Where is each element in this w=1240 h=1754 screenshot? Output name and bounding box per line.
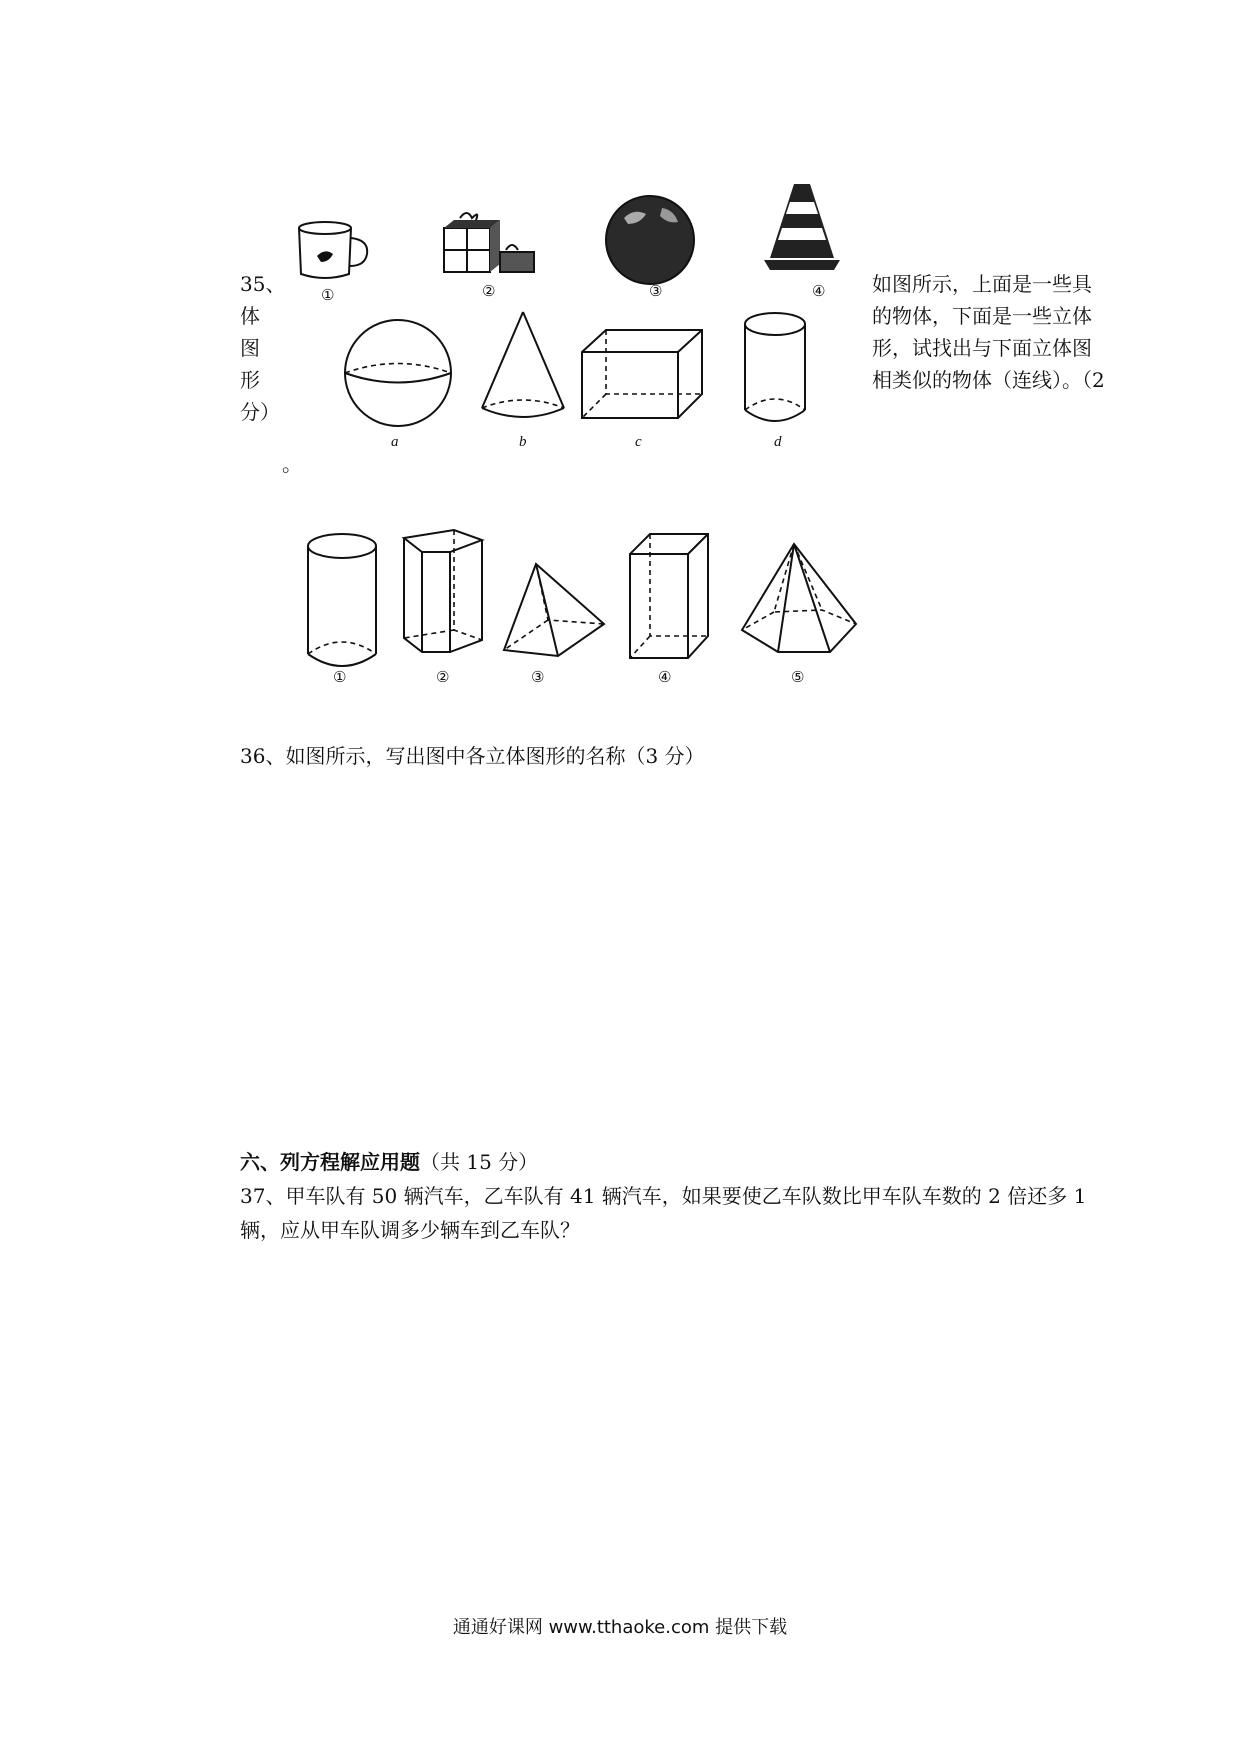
- shape-label-d: d: [774, 434, 782, 450]
- section6-score: （共 15 分）: [420, 1150, 539, 1174]
- pentagonal-pyramid-icon: [738, 540, 860, 662]
- cylinder-icon: [740, 310, 810, 426]
- q35-right-line-4: 相类似的物体（连线）。（2: [872, 368, 1105, 392]
- footer-text: 通通好课网 www.tthaoke.com 提供下载: [452, 1617, 788, 1638]
- object-label-4: ④: [812, 282, 826, 300]
- traffic-cone-icon: [764, 180, 844, 276]
- shape-label-c: c: [635, 434, 642, 450]
- q36-text: 36、如图所示，写出图中各立体图形的名称（3 分）: [240, 744, 705, 768]
- q35-right-line-2: 的物体，下面是一些立体: [872, 304, 1092, 328]
- q35-right-line-1: 如图所示，上面是一些具: [872, 272, 1092, 296]
- sphere-icon: [343, 318, 453, 428]
- cylinder-icon: [304, 530, 380, 670]
- pentagonal-prism-icon: [400, 526, 490, 666]
- object-label-3: ③: [649, 282, 663, 300]
- q35-left-char-1: 体: [240, 304, 260, 328]
- section6-heading: [240, 1146, 538, 1178]
- figure-label-4: ④: [658, 668, 672, 686]
- object-label-1: ①: [321, 286, 335, 304]
- q35-left-char-2: 图: [240, 336, 260, 360]
- object-label-2: ②: [482, 282, 496, 300]
- q35-right-line-3: 形，试找出与下面立体图: [872, 336, 1092, 360]
- q35-left-char-3: 形: [240, 368, 260, 392]
- figure-label-5: ⑤: [791, 668, 805, 686]
- rectangular-prism-icon: [626, 530, 712, 666]
- mug-icon: [295, 218, 375, 284]
- q35-left-char-4: 分）: [240, 400, 280, 424]
- q37-line-2: 辆，应从甲车队调多少辆车到乙车队？: [240, 1218, 580, 1242]
- cuboid-icon: [578, 328, 708, 424]
- shape-label-b: b: [519, 434, 527, 450]
- q35-number: 35、: [240, 272, 286, 296]
- ball-icon: [604, 194, 696, 286]
- figure-label-1: ①: [333, 668, 347, 686]
- shape-label-a: a: [391, 434, 399, 450]
- gift-box-icon: [440, 212, 540, 278]
- q37-line-1: 37、甲车队有 50 辆汽车，乙车队有 41 辆汽车，如果要使乙车队数比甲车队车数的 2 倍还多 1: [240, 1184, 1087, 1208]
- figure-label-3: ③: [531, 668, 545, 686]
- figure-label-2: ②: [436, 668, 450, 686]
- q35-stray-mark: 。: [282, 452, 302, 476]
- section6-title: 六、列方程解应用题: [240, 1150, 420, 1174]
- cone-icon: [478, 308, 568, 428]
- square-pyramid-icon: [500, 558, 610, 662]
